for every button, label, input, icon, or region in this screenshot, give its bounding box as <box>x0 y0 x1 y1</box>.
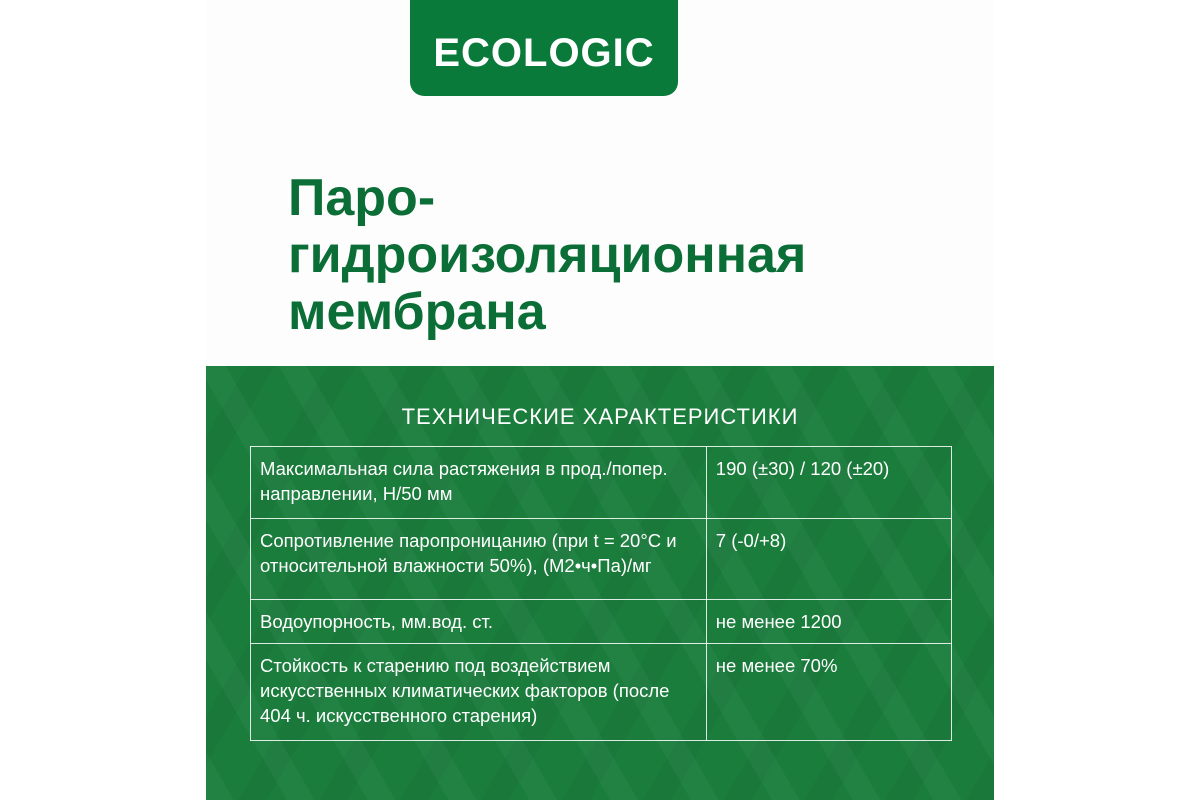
table-row <box>251 600 952 644</box>
specs-panel <box>206 366 994 800</box>
brand-logo <box>410 0 678 96</box>
table-row <box>251 519 952 600</box>
specs-heading: ТЕХНИЧЕСКИЕ ХАРАКТЕРИСТИКИ <box>401 404 799 429</box>
spec-value: не менее 70% <box>706 644 951 741</box>
table-row <box>251 644 952 741</box>
spec-value: 190 (±30) / 120 (±20) <box>706 447 951 519</box>
specs-table <box>250 446 952 741</box>
brand-logo-text: ECOLOGIC <box>433 30 655 75</box>
spec-value: не менее 1200 <box>706 600 951 644</box>
spec-parameter: Водоупорность, мм.вод. ст. <box>251 600 707 644</box>
product-title-line-1: Паро- <box>288 169 436 227</box>
table-row <box>251 447 952 519</box>
product-title-line-2: гидроизоляционная <box>288 226 807 284</box>
spec-parameter: Стойкость к старению под воздействием искусственных климатических факторов (после 404 ч. искусственного старения) <box>251 644 707 741</box>
spec-parameter: Максимальная сила растяжения в прод./попер. направлении, Н/50 мм <box>251 447 707 519</box>
product-title <box>288 170 806 341</box>
spec-parameter: Сопротивление паропроницанию (при t = 20°С и относительной влажности 50%), (М2•ч•Па)/мг <box>251 519 707 600</box>
product-title-line-3: мембрана <box>288 283 546 341</box>
spec-value: 7 (-0/+8) <box>706 519 951 600</box>
